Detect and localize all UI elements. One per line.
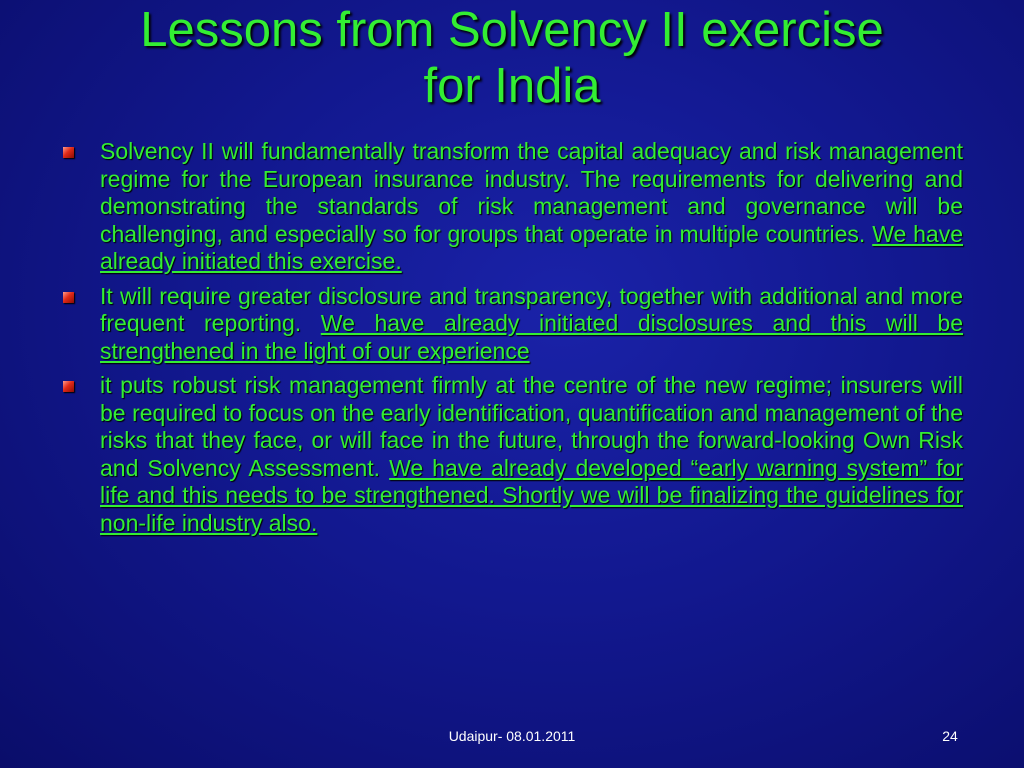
bullet-list [60,138,963,544]
square-bullet-icon [63,292,74,303]
bullet-text: It will require greater disclosure and transparency, together with additional and more frequent reporting. [100,282,963,336]
bullet-underlined-text: We have already developed “early warning system” for life and this needs to be strengthened. Shortly we will be finalizing the guidelines for non-life industry also. [100,454,963,536]
slide-title [40,2,984,114]
bullet-item-2 [60,283,963,366]
bullet-item-1 [60,138,963,276]
footer-text: Udaipur- 08.01.2011 [448,728,576,744]
bullet-text: it puts robust risk management firmly at the centre of the new regime; insurers will be required to focus on the early identification, quantification and management of the risks that they face, or will face in the future, through the forward-looking Own Risk and Solvency Assessment. [100,372,963,481]
bullet-underlined-text: We have already initiated this exercise. [100,220,963,274]
slide-title-line-2: for India [423,59,601,113]
square-bullet-icon [63,381,74,392]
bullet-item-3 [60,372,963,537]
bullet-underlined-text: We have already initiated disclosures and this will be strengthened in the light of our experience [100,310,964,364]
square-bullet-icon [63,147,74,158]
slide-title-line-1: Lessons from Solvency II exercise [140,3,884,57]
page-number: 24 [942,728,958,744]
bullet-text: Solvency II will fundamentally transform the capital adequacy and risk management regime for the European insurance industry. The requirements for delivering and demonstrating the standards of risk management and governance will be challenging, and especially so for groups that operate in multiple countries. [100,138,963,247]
